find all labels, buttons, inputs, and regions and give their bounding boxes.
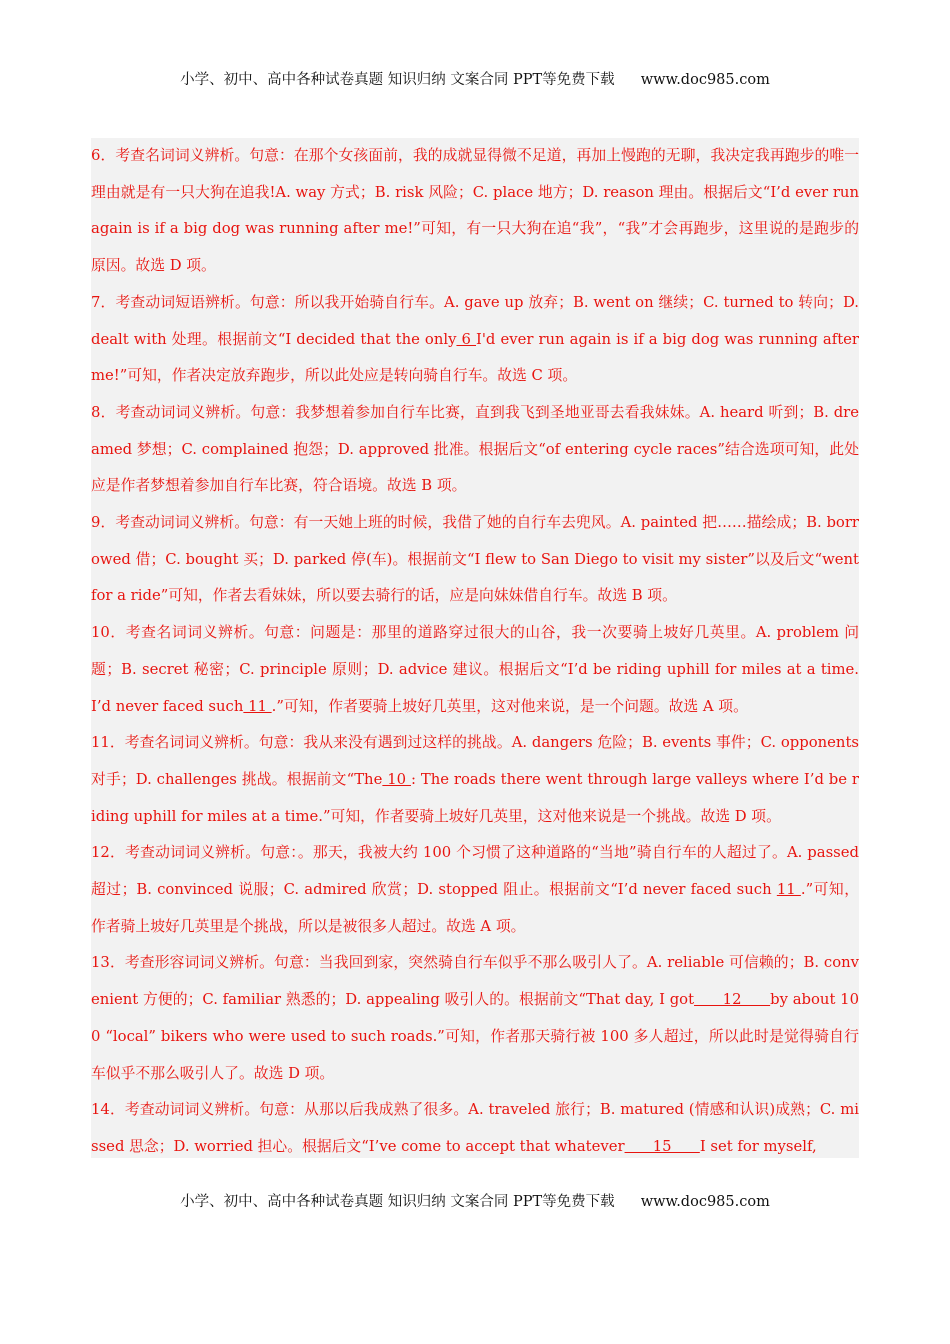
- blank-11: 11: [776, 881, 801, 899]
- blank-11: 11: [243, 697, 272, 715]
- answer-explanations: [91, 138, 859, 1158]
- blank-6: 6: [456, 330, 476, 348]
- explanation-13: 13．考查形容词词义辨析。句意：当我回到家，突然骑自行车似乎不那么吸引人了。A. reliable 可信赖的；B. convenient 方便的；C. familiar 熟悉的；D. appealing 吸引人的。根据前文“That day, I got 12 by about 100 “local” bikers who were used to such roads.”可知，作者那天骑行被 100 多人超过，所以此时是觉得骑自行车似乎不那么吸引人了。故选 D 项。: [91, 954, 859, 1082]
- explanation-14: 14．考查动词词义辨析。句意：从那以后我成熟了很多。A. traveled 旅行；B. matured (情感和认识)成熟；C. missed 思念；D. worried 担心。根据后文“I’ve come to accept that whatever 15 I set for myself,: [91, 1101, 859, 1155]
- explanation-11: 11．考查名词词义辨析。句意：我从来没有遇到过这样的挑战。A. dangers 危险；B. events 事件；C. opponents 对手；D. challenges 挑战。根据前文“The 10 : The roads there went through large valleys where I’d be riding uphill for miles at a time.”可知，作者要骑上坡好几英里，这对他来说是一个挑战。故选 D 项。: [91, 734, 859, 825]
- explanation-8: 8．考查动词词义辨析。句意：我梦想着参加自行车比赛，直到我飞到圣地亚哥去看我妹妹。A. heard 听到；B. dreamed 梦想；C. complained 抱怨；D. approved 批准。根据后文“of entering cycle races”结合选项可知，此处应是作者梦想着参加自行车比赛，符合语境。故选 B 项。: [91, 403, 859, 495]
- header-site: www.doc985.com: [640, 72, 770, 88]
- page-footer: [0, 1190, 950, 1211]
- explanation-10: 10．考查名词词义辨析。句意：问题是：那里的道路穿过很大的山谷，我一次要骑上坡好几英里。A. problem 问题；B. secret 秘密；C. principle 原则；D. advice 建议。根据后文“I’d be riding uphill for miles at a time. I’d never faced such 11 .”可知，作者要骑上坡好几英里，这对他来说，是一个问题。故选 A 项。: [91, 624, 859, 715]
- blank-15: 15: [624, 1137, 700, 1155]
- footer-text: 小学、初中、高中各种试卷真题 知识归纳 文案合同 PPT等免费下载: [180, 1194, 615, 1210]
- explanation-9: 9．考查动词词义辨析。句意：有一天她上班的时候，我借了她的自行车去兜风。A. painted 把……描绘成；B. borrowed 借；C. bought 买；D. parked 停(车)。根据前文“I flew to San Diego to visit my sister”以及后文“went for a ride”可知，作者去看妹妹，所以要去骑行的话，应是向妹妹借自行车。故选 B 项。: [91, 514, 859, 605]
- explanation-12: 12．考查动词词义辨析。句意：。那天，我被大约 100 个习惯了这种道路的“当地”骑自行车的人超过了。A. passed 超过；B. convinced 说服；C. admired 欣赏；D. stopped 阻止。根据前文“I’d never faced such 11 .”可知，作者骑上坡好几英里是个挑战，所以是被很多人超过。故选 A 项。: [91, 844, 859, 935]
- footer-site: www.doc985.com: [640, 1194, 770, 1210]
- explanation-6: 6．考查名词词义辨析。句意：在那个女孩面前，我的成就显得微不足道，再加上慢跑的无聊，我决定我再跑步的唯一理由就是有一只大狗在追我!A. way 方式；B. risk 风险；C. place 地方；D. reason 理由。根据后文“I’d ever run again is if a big dog was running after me!”可知，有一只大狗在追“我”，“我”才会再跑步，这里说的是跑步的原因。故选 D 项。: [91, 147, 859, 275]
- header-text: 小学、初中、高中各种试卷真题 知识归纳 文案合同 PPT等免费下载: [180, 72, 615, 88]
- explanation-7: 7．考查动词短语辨析。句意：所以我开始骑自行车。A. gave up 放弃；B. went on 继续；C. turned to 转向；D. dealt with 处理。根据前文“I decided that the only 6 I'd ever run again is if a big dog was running after me!”可知，作者决定放弃跑步，所以此处应是转向骑自行车。故选 C 项。: [91, 293, 859, 385]
- blank-10: 10: [382, 770, 411, 788]
- blank-12: 12: [694, 991, 771, 1009]
- page-header: [0, 68, 950, 89]
